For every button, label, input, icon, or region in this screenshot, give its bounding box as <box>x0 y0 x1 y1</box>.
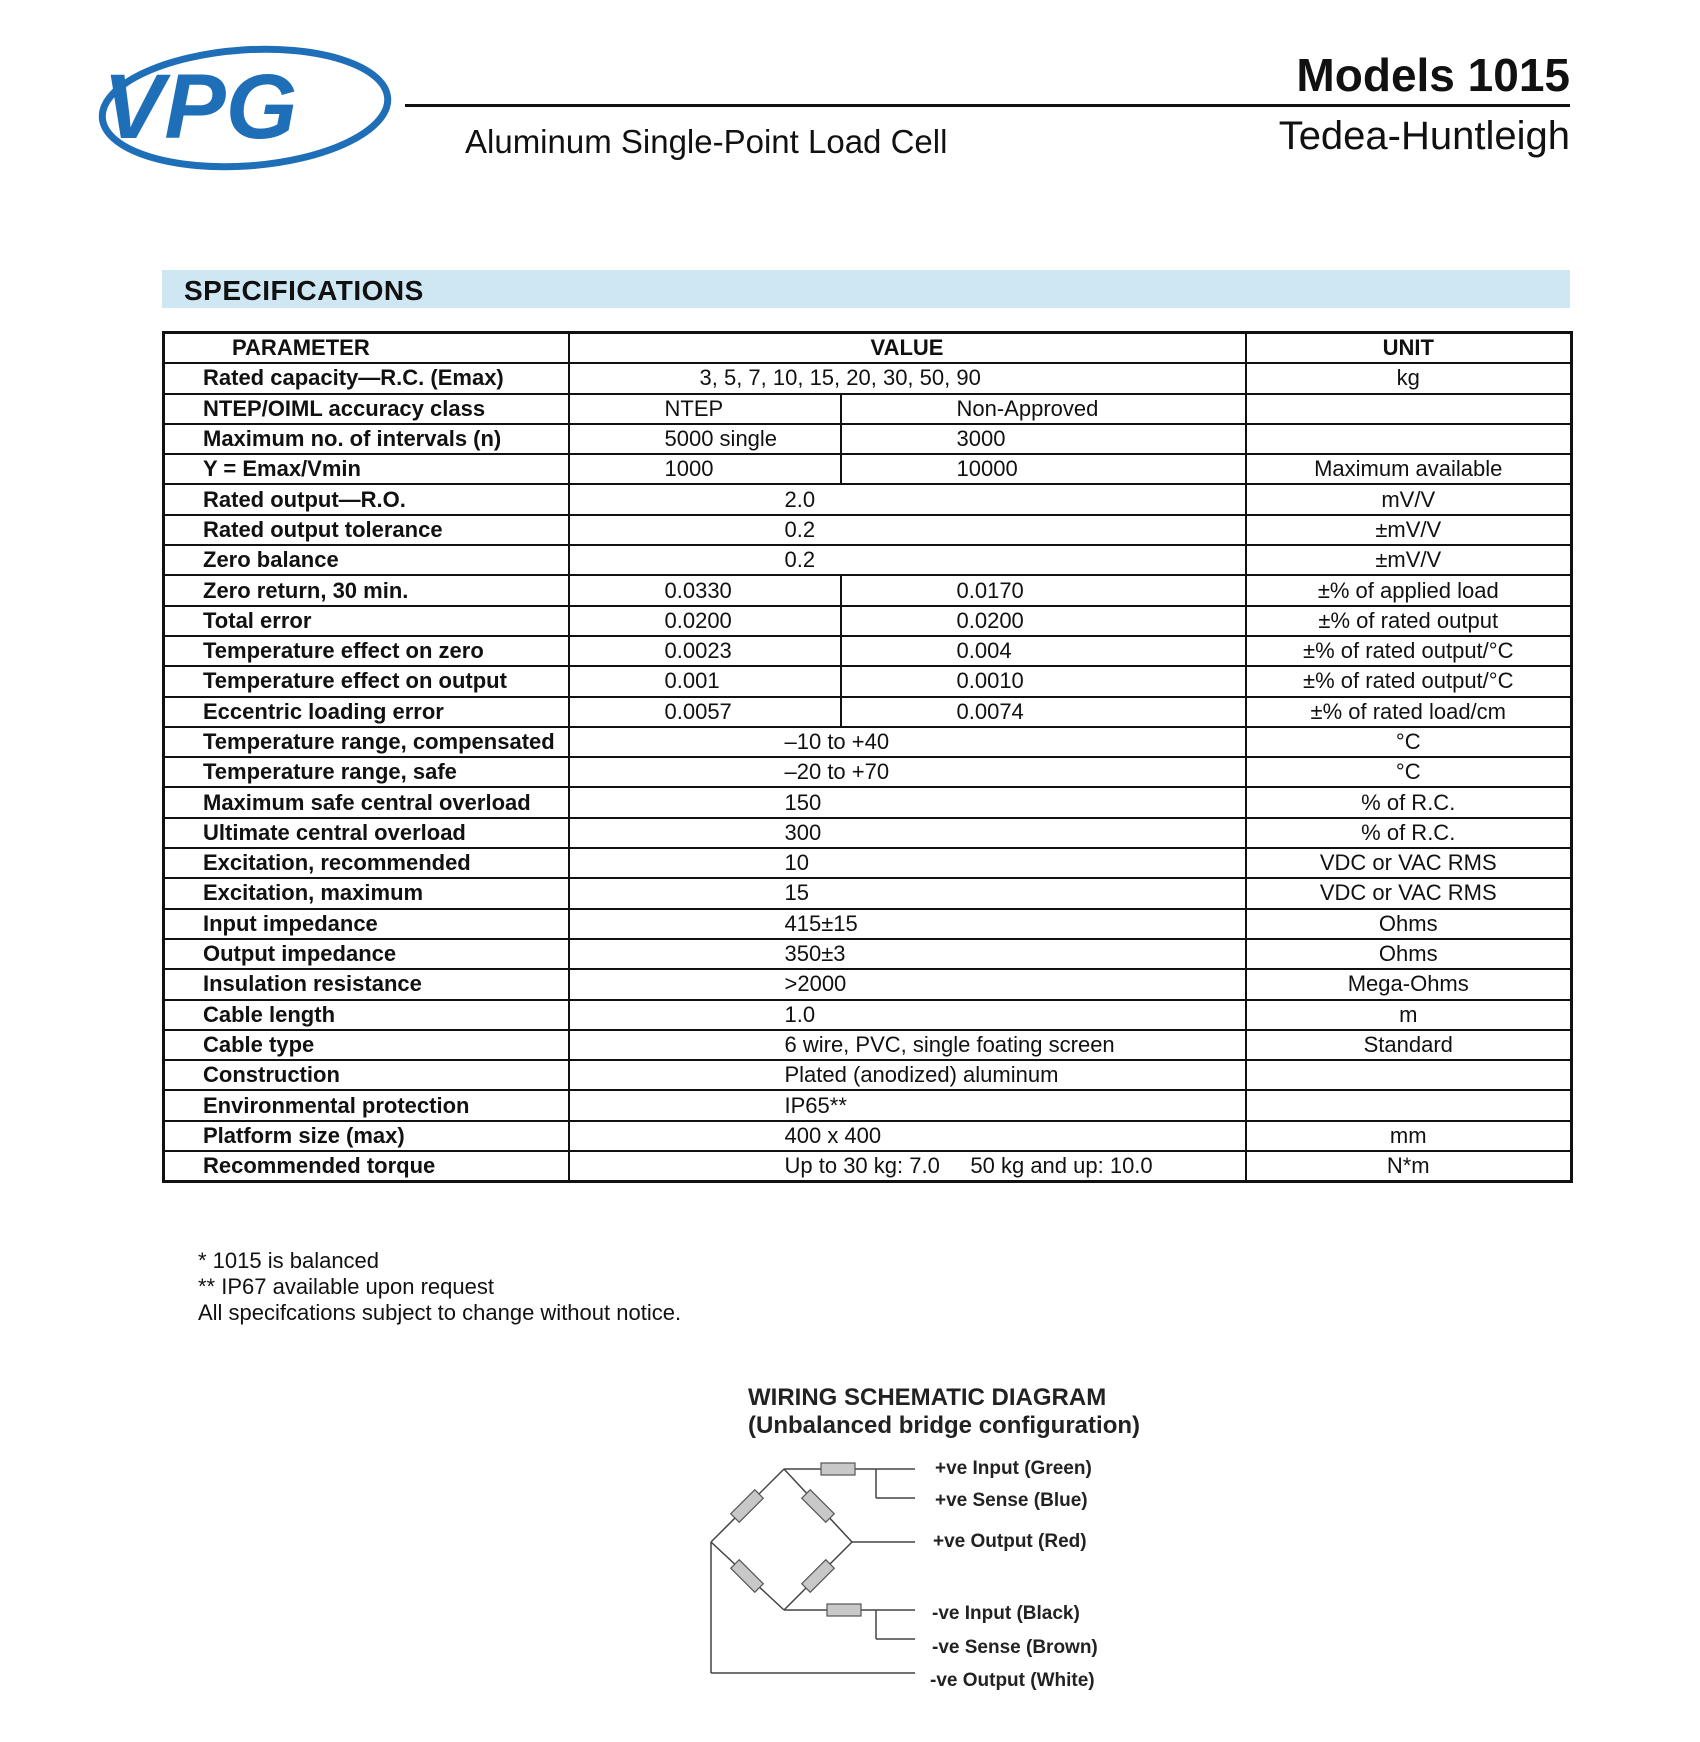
wire-label: +ve Output (Red) <box>933 1531 1087 1552</box>
row-value-nonapproved: 0.0200 <box>841 606 1246 636</box>
row-parameter: Input impedance <box>164 909 569 939</box>
row-unit: m <box>1246 1000 1572 1030</box>
table-row <box>164 454 1572 484</box>
table-row <box>164 424 1572 454</box>
row-unit: Ohms <box>1246 909 1572 939</box>
table-row <box>164 969 1572 999</box>
row-unit: °C <box>1246 757 1572 787</box>
footnote: * 1015 is balanced <box>198 1248 380 1273</box>
row-parameter: Rated capacity—R.C. (Emax) <box>164 363 569 393</box>
wire-label: -ve Output (White) <box>930 1670 1095 1691</box>
row-value: 15 <box>569 878 1246 908</box>
row-value: 350±3 <box>569 939 1246 969</box>
row-unit <box>1246 1090 1572 1120</box>
row-unit: ±mV/V <box>1246 545 1572 575</box>
row-unit <box>1246 1060 1572 1090</box>
row-unit: °C <box>1246 727 1572 757</box>
diagram-title-line1: WIRING SCHEMATIC DIAGRAM <box>748 1384 1107 1411</box>
row-value: 6 wire, PVC, single foating screen <box>569 1030 1246 1060</box>
row-value: Up to 30 kg: 7.0 50 kg and up: 10.0 <box>569 1151 1246 1182</box>
table-row <box>164 515 1572 545</box>
footnotes <box>198 1248 681 1326</box>
row-value: 415±15 <box>569 909 1246 939</box>
row-unit: mV/V <box>1246 484 1572 514</box>
table-row <box>164 1151 1572 1182</box>
row-unit: Maximum available <box>1246 454 1572 484</box>
row-parameter: Rated output tolerance <box>164 515 569 545</box>
wire-label: -ve Sense (Brown) <box>932 1637 1098 1658</box>
table-row <box>164 545 1572 575</box>
row-unit: ±% of applied load <box>1246 575 1572 605</box>
row-parameter: Zero balance <box>164 545 569 575</box>
row-parameter: Output impedance <box>164 939 569 969</box>
logo-text: VPG <box>103 56 298 158</box>
row-parameter: Eccentric loading error <box>164 697 569 727</box>
header-divider <box>405 104 1570 107</box>
row-value-nonapproved: 0.0010 <box>841 666 1246 696</box>
row-parameter: Zero return, 30 min. <box>164 575 569 605</box>
row-value-approved: 0.0200 <box>569 606 841 636</box>
row-unit: ±mV/V <box>1246 515 1572 545</box>
row-value-approved: 0.001 <box>569 666 841 696</box>
row-unit: ±% of rated output <box>1246 606 1572 636</box>
row-parameter: Cable type <box>164 1030 569 1060</box>
model-title: Models 1015 <box>1296 49 1570 101</box>
row-value: 3, 5, 7, 10, 15, 20, 30, 50, 90 <box>569 363 1246 393</box>
vpg-logo <box>95 40 395 175</box>
table-row <box>164 818 1572 848</box>
row-parameter: Temperature effect on output <box>164 666 569 696</box>
row-parameter: Insulation resistance <box>164 969 569 999</box>
row-value: –10 to +40 <box>569 727 1246 757</box>
row-parameter: Cable length <box>164 1000 569 1030</box>
table-header-row <box>164 333 1572 364</box>
table-row <box>164 636 1572 666</box>
row-unit: Standard <box>1246 1030 1572 1060</box>
diagram-title <box>748 1384 1140 1440</box>
row-parameter: Excitation, maximum <box>164 878 569 908</box>
table-row <box>164 1121 1572 1151</box>
table-row <box>164 878 1572 908</box>
table-row <box>164 757 1572 787</box>
row-value: 0.2 <box>569 545 1246 575</box>
row-value: IP65** <box>569 1090 1246 1120</box>
row-unit <box>1246 424 1572 454</box>
footnote: All specifcations subject to change without notice. <box>198 1300 682 1325</box>
row-value: 400 x 400 <box>569 1121 1246 1151</box>
table-row <box>164 909 1572 939</box>
row-value-nonapproved: 0.0074 <box>841 697 1246 727</box>
row-parameter: Platform size (max) <box>164 1121 569 1151</box>
row-parameter: NTEP/OIML accuracy class <box>164 394 569 424</box>
table-row <box>164 1000 1572 1030</box>
table-row <box>164 939 1572 969</box>
resistor <box>802 1490 835 1523</box>
row-unit: VDC or VAC RMS <box>1246 848 1572 878</box>
row-value: 150 <box>569 787 1246 817</box>
row-value: 0.2 <box>569 515 1246 545</box>
row-value: 2.0 <box>569 484 1246 514</box>
table-row <box>164 484 1572 514</box>
row-parameter: Environmental protection <box>164 1090 569 1120</box>
specifications-banner <box>162 270 1570 308</box>
row-parameter: Recommended torque <box>164 1151 569 1182</box>
table-row <box>164 666 1572 696</box>
resistor <box>821 1463 855 1475</box>
row-value-nonapproved: 10000 <box>841 454 1246 484</box>
table-row <box>164 363 1572 393</box>
wire-label: +ve Input (Green) <box>935 1458 1092 1479</box>
resistor <box>731 1490 764 1523</box>
resistor <box>827 1604 861 1616</box>
row-value: 10 <box>569 848 1246 878</box>
row-unit: Mega-Ohms <box>1246 969 1572 999</box>
row-value-approved: 1000 <box>569 454 841 484</box>
row-value: 300 <box>569 818 1246 848</box>
row-parameter: Y = Emax/Vmin <box>164 454 569 484</box>
row-parameter: Rated output—R.O. <box>164 484 569 514</box>
row-parameter: Temperature range, compensated <box>164 727 569 757</box>
row-unit: ±% of rated output/°C <box>1246 636 1572 666</box>
diagram-title-line2: (Unbalanced bridge configuration) <box>748 1412 1141 1439</box>
row-value-approved: 0.0057 <box>569 697 841 727</box>
wire-label: +ve Sense (Blue) <box>935 1490 1088 1511</box>
row-parameter: Total error <box>164 606 569 636</box>
row-value: –20 to +70 <box>569 757 1246 787</box>
row-value: >2000 <box>569 969 1246 999</box>
row-value-approved: 0.0330 <box>569 575 841 605</box>
row-unit: ±% of rated output/°C <box>1246 666 1572 696</box>
table-row <box>164 848 1572 878</box>
table-row <box>164 1030 1572 1060</box>
row-value-approved: NTEP <box>569 394 841 424</box>
row-unit: mm <box>1246 1121 1572 1151</box>
header-value: VALUE <box>569 333 1246 364</box>
row-value-nonapproved: Non-Approved <box>841 394 1246 424</box>
row-parameter: Temperature effect on zero <box>164 636 569 666</box>
row-parameter: Ultimate central overload <box>164 818 569 848</box>
row-value-nonapproved: 0.004 <box>841 636 1246 666</box>
row-parameter: Construction <box>164 1060 569 1090</box>
product-subtitle: Aluminum Single-Point Load Cell <box>465 123 948 160</box>
row-value: 1.0 <box>569 1000 1246 1030</box>
resistor <box>802 1560 835 1593</box>
row-value-approved: 0.0023 <box>569 636 841 666</box>
row-value-approved: 5000 single <box>569 424 841 454</box>
table-row <box>164 394 1572 424</box>
row-parameter: Maximum safe central overload <box>164 787 569 817</box>
section-title: SPECIFICATIONS <box>184 275 424 306</box>
brand-name: Tedea-Huntleigh <box>1278 114 1570 158</box>
row-value: Plated (anodized) aluminum <box>569 1060 1246 1090</box>
row-parameter: Excitation, recommended <box>164 848 569 878</box>
row-value-nonapproved: 0.0170 <box>841 575 1246 605</box>
row-unit: Ohms <box>1246 939 1572 969</box>
header-unit: UNIT <box>1246 333 1572 364</box>
row-unit: % of R.C. <box>1246 818 1572 848</box>
footnote: ** IP67 available upon request <box>198 1274 494 1299</box>
row-unit: VDC or VAC RMS <box>1246 878 1572 908</box>
header-parameter: PARAMETER <box>164 333 569 364</box>
row-parameter: Maximum no. of intervals (n) <box>164 424 569 454</box>
row-unit <box>1246 394 1572 424</box>
table-row <box>164 727 1572 757</box>
table-row <box>164 1090 1572 1120</box>
specifications-table <box>162 331 1573 1183</box>
row-unit: N*m <box>1246 1151 1572 1182</box>
table-row <box>164 606 1572 636</box>
row-parameter: Temperature range, safe <box>164 757 569 787</box>
table-row <box>164 697 1572 727</box>
row-unit: kg <box>1246 363 1572 393</box>
row-unit: % of R.C. <box>1246 787 1572 817</box>
wire-label: -ve Input (Black) <box>932 1603 1080 1624</box>
row-unit: ±% of rated load/cm <box>1246 697 1572 727</box>
row-value-nonapproved: 3000 <box>841 424 1246 454</box>
table-row <box>164 787 1572 817</box>
table-row <box>164 575 1572 605</box>
table-row <box>164 1060 1572 1090</box>
resistor <box>731 1560 764 1593</box>
